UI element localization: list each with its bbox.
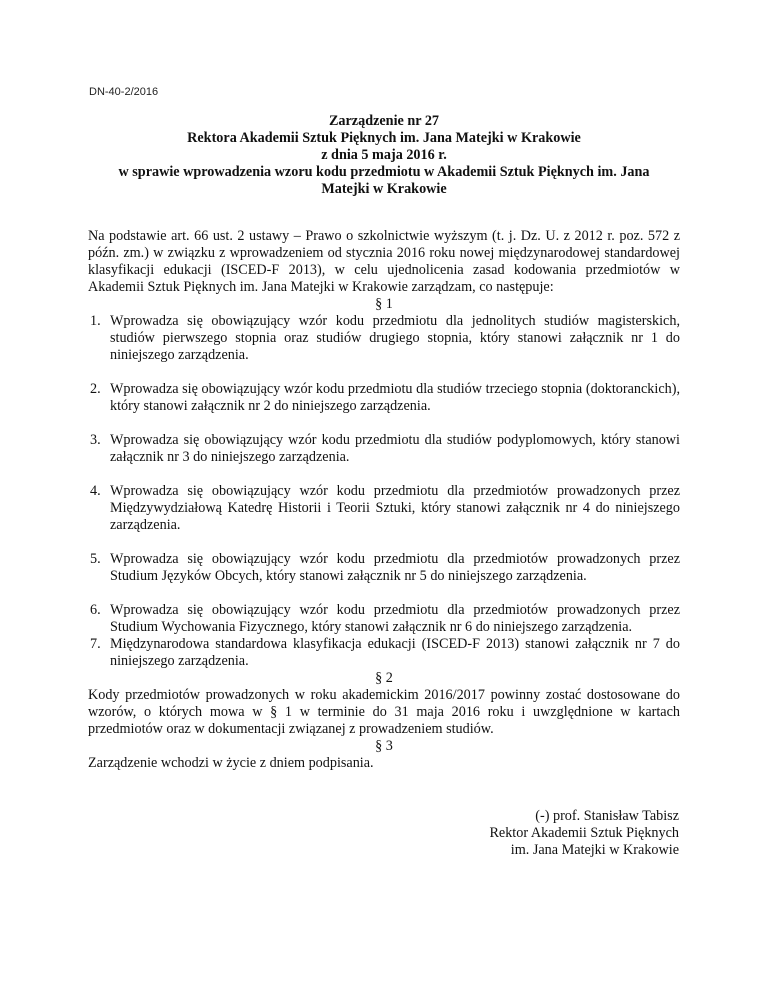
list-item-text: Wprowadza się obowiązujący wzór kodu przedmiotu dla przedmiotów prowadzonych przez Międzywydziałową Katedrę Historii i Teorii Sztuki, który stanowi załącznik nr 4 do niniejszego zarządzenia. — [110, 483, 680, 533]
title-line-4: w sprawie wprowadzenia wzoru kodu przedmiotu w Akademii Sztuk Pięknych im. Jana — [118, 164, 650, 180]
signature-line-2: Rektor Akademii Sztuk Pięknych — [489, 825, 679, 841]
list-item — [88, 313, 680, 364]
list-item — [88, 432, 680, 466]
document-title — [88, 113, 680, 198]
list-item-text: Międzynarodowa standardowa klasyfikacja edukacji (ISCED-F 2013) stanowi załącznik nr 7 do niniejszego zarządzenia. — [110, 636, 680, 669]
list-item-text: Wprowadza się obowiązujący wzór kodu przedmiotu dla przedmiotów prowadzonych przez Studium Wychowania Fizycznego, który stanowi załącznik nr 6 do niniejszego zarządzenia. — [110, 602, 680, 635]
list-item-number: 1. — [90, 313, 101, 329]
title-line-1: Zarządzenie nr 27 — [328, 113, 440, 129]
list-item-text: Wprowadza się obowiązujący wzór kodu przedmiotu dla studiów trzeciego stopnia (doktoranckich), który stanowi załącznik nr 2 do niniejszego zarządzenia. — [110, 381, 680, 414]
section-1-list — [88, 313, 680, 670]
signature-line-3: im. Jana Matejki w Krakowie — [510, 842, 679, 858]
list-item-number: 2. — [90, 381, 101, 397]
list-item — [88, 551, 680, 585]
list-item-text: Wprowadza się obowiązujący wzór kodu przedmiotu dla przedmiotów prowadzonych przez Studium Języków Obcych, który stanowi załącznik nr 5 do niniejszego zarządzenia. — [110, 551, 680, 584]
list-item-text: Wprowadza się obowiązujący wzór kodu przedmiotu dla jednolitych studiów magisterskich, studiów pierwszego stopnia oraz studiów drugiego stopnia, który stanowi załącznik nr 1 do niniejszego zarządzenia. — [110, 313, 680, 363]
list-item — [88, 636, 680, 670]
section-2-text: Kody przedmiotów prowadzonych w roku akademickim 2016/2017 powinny zostać dostosowane do wzorów, o których mowa w § 1 w terminie do 31 maja 2016 roku i uwzględnione w kartach przedmiotów oraz w dokumentacji związanej z prowadzeniem studiów. — [88, 687, 680, 737]
list-item-number: 4. — [90, 483, 101, 499]
title-line-3: z dnia 5 maja 2016 r. — [321, 147, 447, 163]
list-item-number: 5. — [90, 551, 101, 567]
list-item — [88, 602, 680, 636]
list-item-number: 6. — [90, 602, 101, 618]
section-3-text: Zarządzenie wchodzi w życie z dniem podpisania. — [88, 755, 374, 771]
signature-block — [489, 808, 679, 859]
list-item-number: 3. — [90, 432, 101, 448]
list-item-number: 7. — [90, 636, 101, 652]
list-item-text: Wprowadza się obowiązujący wzór kodu przedmiotu dla studiów podyplomowych, który stanowi załącznik nr 3 do niniejszego zarządzenia. — [110, 432, 680, 465]
document-body — [88, 228, 680, 772]
list-item — [88, 381, 680, 415]
document-number: DN-40-2/2016 — [89, 86, 159, 98]
section-1-heading: § 1 — [375, 296, 393, 312]
title-line-5: Matejki w Krakowie — [321, 181, 447, 197]
title-line-2: Rektora Akademii Sztuk Pięknych im. Jana Matejki w Krakowie — [187, 130, 581, 146]
list-item — [88, 483, 680, 534]
section-3-heading: § 3 — [375, 738, 393, 754]
signature-line-1: (-) prof. Stanisław Tabisz — [535, 808, 679, 824]
preamble: Na podstawie art. 66 ust. 2 ustawy – Prawo o szkolnictwie wyższym (t. j. Dz. U. z 2012 r. poz. 572 z późn. zm.) w związku z wprowadzeniem od stycznia 2016 roku nowej międzynarodowej standardowej klasyfikacji edukacji (ISCED-F 2013), w celu ujednolicenia zasad kodowania przedmiotów w Akademii Sztuk Pięknych im. Jana Matejki w Krakowie zarządzam, co następuje: — [88, 228, 680, 295]
section-2-heading: § 2 — [375, 670, 393, 686]
